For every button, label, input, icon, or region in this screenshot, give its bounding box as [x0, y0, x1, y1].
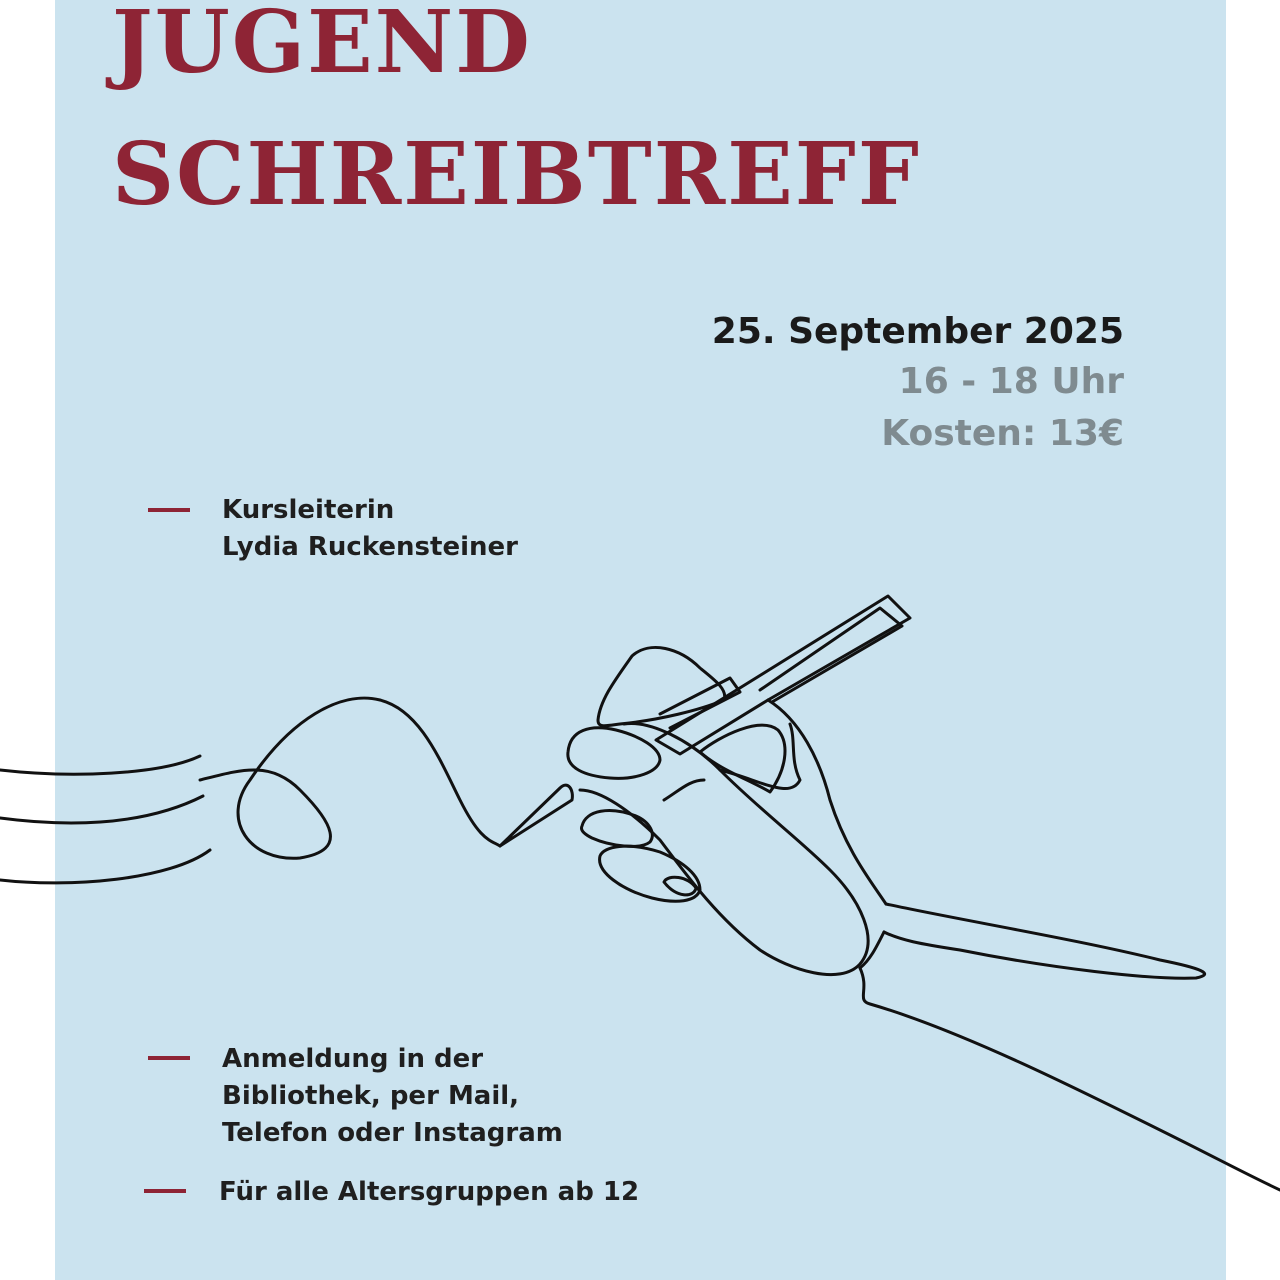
- event-cost: Kosten: 13€: [881, 413, 1124, 454]
- instructor-text: [222, 492, 518, 566]
- registration-line-3: Telefon oder Instagram: [222, 1118, 563, 1148]
- title-line-2: SCHREIBTREFF: [112, 124, 921, 225]
- registration-line-1: Anmeldung in der: [222, 1044, 484, 1074]
- event-time: 16 - 18 Uhr: [898, 361, 1124, 402]
- instructor-name: Lydia Ruckensteiner: [222, 532, 518, 562]
- registration-line-2: Bibliothek, per Mail,: [222, 1081, 520, 1111]
- registration-dash: [148, 1056, 190, 1060]
- instructor-label: Kursleiterin: [222, 495, 395, 525]
- audience-dash: [144, 1189, 186, 1193]
- event-info: [712, 308, 1124, 460]
- title-line-1: JUGEND: [112, 0, 532, 93]
- audience-text: Für alle Altersgruppen ab 12: [219, 1177, 640, 1207]
- event-date: 25. September 2025: [711, 311, 1124, 352]
- instructor-dash: [148, 508, 190, 512]
- registration-text: [222, 1041, 563, 1152]
